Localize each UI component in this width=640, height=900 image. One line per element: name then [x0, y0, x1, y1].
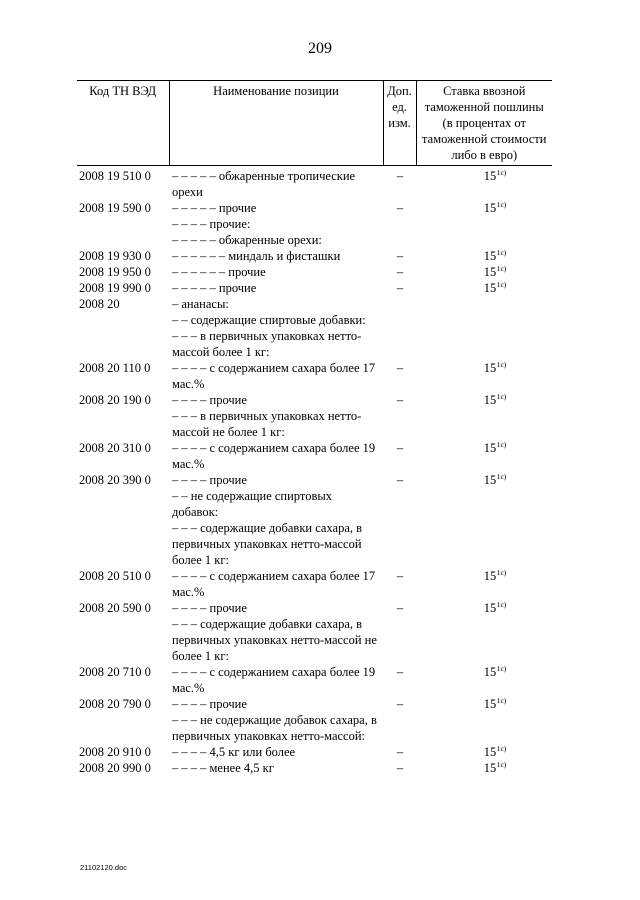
- footer-filename: 21102120.doc: [80, 863, 127, 872]
- row-unit: –: [396, 697, 404, 711]
- row-name: – – содержащие спиртовые добавки:: [172, 313, 366, 327]
- row-rate: [416, 664, 552, 696]
- row-code: 2008 20 390 0: [79, 473, 151, 487]
- row-name: – – не содержащие спиртовых добавок:: [172, 489, 332, 519]
- table-row: [77, 312, 552, 328]
- row-unit: [383, 616, 416, 664]
- row-rate: [416, 296, 552, 312]
- row-rate: [416, 760, 552, 776]
- row-code: 2008 19 950 0: [79, 265, 151, 279]
- row-rate: [416, 264, 552, 280]
- rate-footnote: 1с): [496, 200, 507, 209]
- table-row: [77, 360, 552, 392]
- row-code: [77, 232, 169, 248]
- row-name: – – – в первичных упаковках нетто-массой более 1 кг:: [172, 329, 362, 359]
- row-code: [77, 616, 169, 664]
- row-unit: [383, 232, 416, 248]
- row-rate: [416, 568, 552, 600]
- table-row: [77, 568, 552, 600]
- row-name: – – – – – обжаренные орехи:: [172, 233, 322, 247]
- row-unit: –: [396, 601, 404, 615]
- row-rate: [416, 472, 552, 488]
- table-header: [77, 81, 552, 166]
- rate-value: 15: [483, 441, 497, 455]
- row-rate: [416, 232, 552, 248]
- row-rate: [416, 280, 552, 296]
- row-name: – – – – прочие: [172, 601, 247, 615]
- row-rate: [416, 600, 552, 616]
- row-name: – – – – с содержанием сахара более 19 мас.%: [172, 441, 376, 471]
- row-unit: [383, 216, 416, 232]
- rate-value: 15: [483, 569, 497, 583]
- row-name: – – – – с содержанием сахара более 17 мас.%: [172, 569, 376, 599]
- row-rate: [416, 360, 552, 392]
- table-row: [77, 248, 552, 264]
- header-row: [77, 81, 552, 166]
- row-unit: –: [396, 169, 404, 183]
- row-unit: [383, 712, 416, 744]
- rate-value: 15: [483, 281, 497, 295]
- table-row: [77, 488, 552, 520]
- row-rate: [416, 392, 552, 408]
- table-row: [77, 760, 552, 776]
- row-code: [77, 488, 169, 520]
- row-unit: –: [396, 665, 404, 679]
- table-body: [77, 166, 552, 777]
- row-rate: [416, 744, 552, 760]
- rate-footnote: 1с): [496, 248, 507, 257]
- row-code: 2008 20 510 0: [79, 569, 151, 583]
- row-name: – – – – – – прочие: [172, 265, 266, 279]
- row-code: 2008 19 930 0: [79, 249, 151, 263]
- rate-value: 15: [483, 393, 497, 407]
- row-name: – – – – 4,5 кг или более: [172, 745, 296, 759]
- row-unit: –: [396, 745, 404, 759]
- table-row: [77, 392, 552, 408]
- rate-value: 15: [483, 761, 497, 775]
- row-code: [77, 216, 169, 232]
- row-code: [77, 328, 169, 360]
- rate-value: 15: [483, 201, 497, 215]
- row-name: – – – содержащие добавки сахара, в первичных упаковках нетто-массой не более 1 кг:: [172, 617, 377, 663]
- header-unit: Доп. ед. изм.: [383, 81, 416, 166]
- table-row: [77, 664, 552, 696]
- row-name: – – – – – обжаренные тропические орехи: [172, 169, 356, 199]
- table-row: [77, 600, 552, 616]
- row-unit: –: [396, 473, 404, 487]
- row-code: 2008 20 310 0: [79, 441, 151, 455]
- row-unit: [383, 328, 416, 360]
- table-row: [77, 296, 552, 312]
- row-code: 2008 20: [79, 297, 120, 311]
- table-row: [77, 712, 552, 744]
- row-rate: [416, 408, 552, 440]
- rate-value: 15: [483, 601, 497, 615]
- row-unit: –: [396, 265, 404, 279]
- row-name: – – – – прочие: [172, 697, 247, 711]
- row-code: 2008 20 710 0: [79, 665, 151, 679]
- rate-value: 15: [483, 265, 497, 279]
- row-unit: –: [396, 201, 404, 215]
- table-row: [77, 520, 552, 568]
- table-row: [77, 200, 552, 216]
- row-rate: [416, 520, 552, 568]
- row-rate: [416, 166, 552, 201]
- row-code: 2008 19 990 0: [79, 281, 151, 295]
- rate-footnote: 1с): [496, 392, 507, 401]
- row-unit: [383, 296, 416, 312]
- row-name: – – – – прочие:: [172, 217, 251, 231]
- row-unit: –: [396, 361, 404, 375]
- table-row: [77, 328, 552, 360]
- row-code: [77, 712, 169, 744]
- row-code: 2008 19 510 0: [79, 169, 151, 183]
- rate-value: 15: [483, 361, 497, 375]
- row-name: – ананасы:: [172, 297, 229, 311]
- row-name: – – – – с содержанием сахара более 19 мас.%: [172, 665, 376, 695]
- table-row: [77, 744, 552, 760]
- row-rate: [416, 248, 552, 264]
- row-code: 2008 20 590 0: [79, 601, 151, 615]
- row-code: [77, 312, 169, 328]
- row-code: 2008 19 590 0: [79, 201, 151, 215]
- row-rate: [416, 328, 552, 360]
- table-row: [77, 166, 552, 201]
- row-unit: –: [396, 393, 404, 407]
- row-unit: [383, 408, 416, 440]
- rate-value: 15: [483, 169, 497, 183]
- row-rate: [416, 440, 552, 472]
- row-code: 2008 20 790 0: [79, 697, 151, 711]
- rate-footnote: 1с): [496, 760, 507, 769]
- row-unit: –: [396, 249, 404, 263]
- row-name: – – – – менее 4,5 кг: [172, 761, 274, 775]
- rate-footnote: 1с): [496, 744, 507, 753]
- row-unit: –: [396, 441, 404, 455]
- row-rate: [416, 696, 552, 712]
- row-name: – – – содержащие добавки сахара, в первичных упаковках нетто-массой более 1 кг:: [172, 521, 363, 567]
- table-row: [77, 280, 552, 296]
- table-row: [77, 216, 552, 232]
- rate-footnote: 1с): [496, 664, 507, 673]
- row-unit: –: [396, 761, 404, 775]
- rate-footnote: 1с): [496, 472, 507, 481]
- row-name: – – – – прочие: [172, 393, 247, 407]
- row-name: – – – в первичных упаковках нетто-массой не более 1 кг:: [172, 409, 362, 439]
- table-row: [77, 616, 552, 664]
- row-rate: [416, 216, 552, 232]
- table-row: [77, 232, 552, 248]
- rate-value: 15: [483, 697, 497, 711]
- rate-value: 15: [483, 665, 497, 679]
- row-rate: [416, 488, 552, 520]
- table-row: [77, 408, 552, 440]
- row-name: – – – – – прочие: [172, 281, 257, 295]
- header-name: Наименование позиции: [169, 81, 383, 166]
- page-number: 209: [308, 40, 332, 57]
- rate-value: 15: [483, 745, 497, 759]
- rate-footnote: 1с): [496, 568, 507, 577]
- row-code: [77, 520, 169, 568]
- row-code: 2008 20 110 0: [79, 361, 151, 375]
- row-name: – – – – – – миндаль и фисташки: [172, 249, 341, 263]
- row-rate: [416, 312, 552, 328]
- tariff-table: [77, 80, 552, 776]
- rate-footnote: 1с): [496, 168, 507, 177]
- table-row: [77, 440, 552, 472]
- rate-footnote: 1с): [496, 696, 507, 705]
- header-rate: Ставка ввозной таможенной пошлины (в процентах от таможенной стоимости либо в евро): [416, 81, 552, 166]
- rate-footnote: 1с): [496, 600, 507, 609]
- table-row: [77, 472, 552, 488]
- row-name: – – – – – прочие: [172, 201, 257, 215]
- header-code: Код ТН ВЭД: [77, 81, 169, 166]
- row-rate: [416, 616, 552, 664]
- row-unit: –: [396, 569, 404, 583]
- rate-footnote: 1с): [496, 440, 507, 449]
- row-name: – – – – с содержанием сахара более 17 мас.%: [172, 361, 376, 391]
- rate-footnote: 1с): [496, 280, 507, 289]
- rate-value: 15: [483, 473, 497, 487]
- table-row: [77, 696, 552, 712]
- row-code: 2008 20 910 0: [79, 745, 151, 759]
- row-unit: –: [396, 281, 404, 295]
- row-name: – – – – прочие: [172, 473, 247, 487]
- row-rate: [416, 200, 552, 216]
- row-code: 2008 20 190 0: [79, 393, 151, 407]
- row-unit: [383, 488, 416, 520]
- rate-footnote: 1с): [496, 360, 507, 369]
- rate-footnote: 1с): [496, 264, 507, 273]
- row-unit: [383, 520, 416, 568]
- row-name: – – – не содержащие добавок сахара, в первичных упаковках нетто-массой:: [172, 713, 377, 743]
- table-row: [77, 264, 552, 280]
- rate-value: 15: [483, 249, 497, 263]
- row-rate: [416, 712, 552, 744]
- row-code: [77, 408, 169, 440]
- row-code: 2008 20 990 0: [79, 761, 151, 775]
- row-unit: [383, 312, 416, 328]
